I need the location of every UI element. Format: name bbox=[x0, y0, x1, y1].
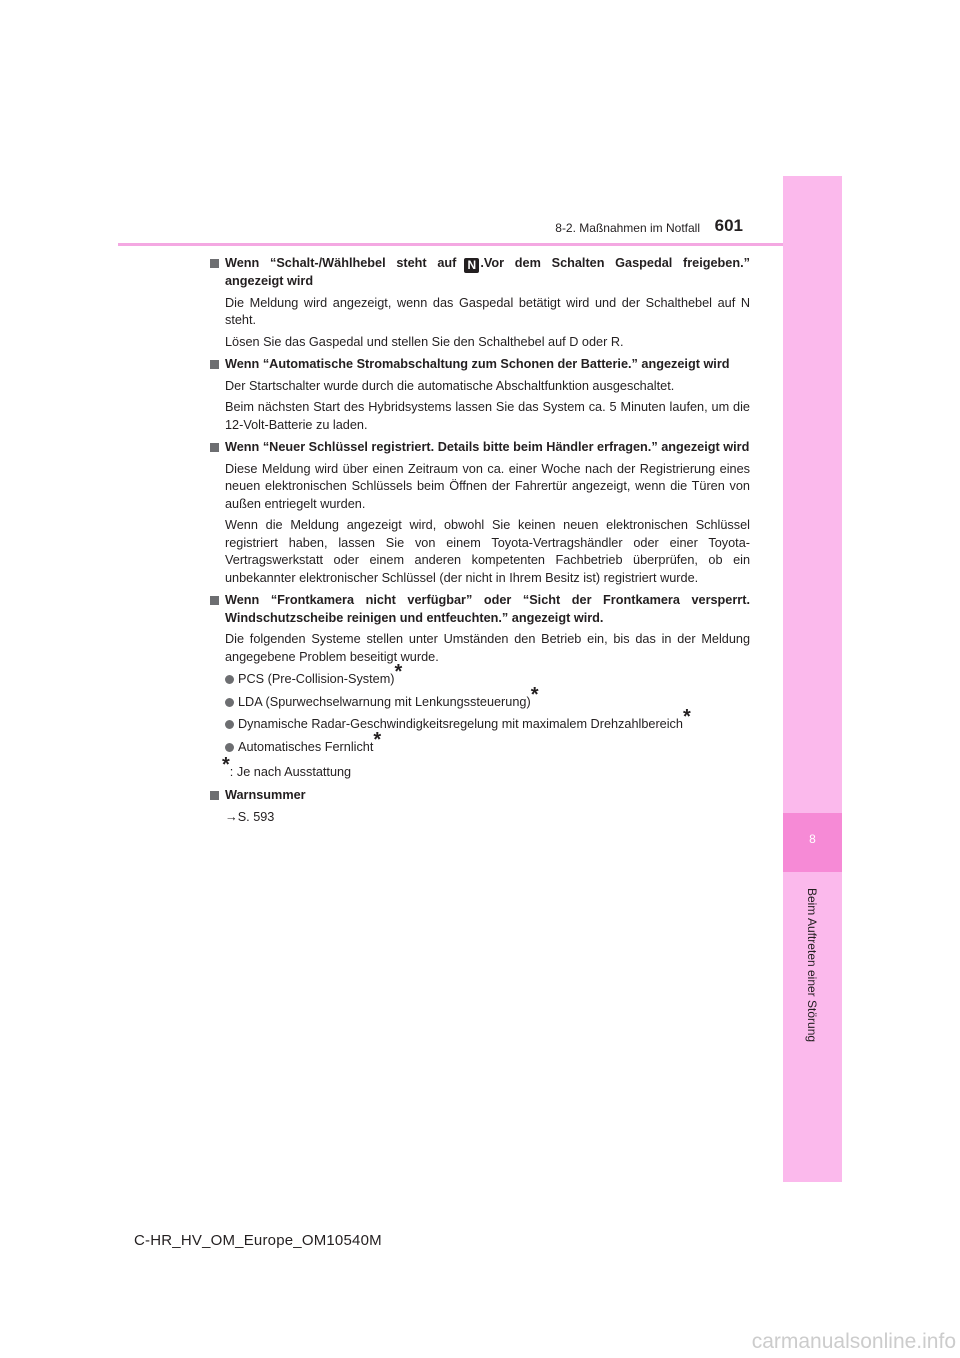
heading-text: Warnsummer bbox=[225, 787, 306, 802]
page-content bbox=[210, 255, 750, 832]
list-item-text: PCS (Pre-Collision-System) bbox=[238, 672, 395, 686]
footnote-marker: * bbox=[682, 706, 691, 728]
square-bullet-icon bbox=[210, 259, 219, 268]
heading-text: Wenn “Frontkamera nicht verfügbar” oder “Sicht der Frontkamera versperrt. Windschutzscheibe reinigen und entfeuchten.” angezeigt wird. bbox=[225, 593, 750, 625]
chapter-title: Beim Auftreten einer Störung bbox=[805, 887, 819, 1043]
list-item-text: LDA (Spurwechselwarnung mit Lenkungssteuerung) bbox=[238, 694, 531, 709]
heading-text-start: Wenn “Schalt-/Wählhebel steht auf bbox=[225, 256, 457, 270]
section-buzzer bbox=[210, 787, 750, 827]
header-rule bbox=[118, 243, 783, 246]
page-number: 601 bbox=[714, 216, 743, 235]
n-position-icon: N bbox=[464, 258, 479, 273]
list-item bbox=[225, 706, 750, 734]
paragraph: Der Startschalter wurde durch die automatische Abschaltfunktion ausgeschaltet. bbox=[225, 378, 675, 393]
paragraph: Beim nächsten Start des Hybridsystems lassen Sie das System ca. 5 Minuten laufen, um die 12-Volt-Batterie zu laden. bbox=[225, 400, 750, 432]
section-heading bbox=[210, 356, 750, 374]
section-heading bbox=[210, 592, 750, 627]
list-item-text: Automatisches Fernlicht bbox=[238, 739, 374, 754]
footnote bbox=[222, 754, 750, 782]
round-bullet-icon bbox=[225, 698, 234, 707]
footnote-text: : Je nach Ausstattung bbox=[229, 765, 352, 779]
footnote-marker: * bbox=[222, 754, 230, 776]
section-heading bbox=[210, 255, 750, 291]
list-item bbox=[225, 661, 750, 689]
heading-text: Wenn “Neuer Schlüssel registriert. Details bitte beim Händler erfragen.” angezeigt wird bbox=[225, 440, 750, 454]
paragraph: Die folgenden Systeme stellen unter Umständen den Betrieb ein, bis das in der Meldung angegebene Problem beseitigt wurde. bbox=[225, 632, 750, 664]
paragraph: Diese Meldung wird über einen Zeitraum von ca. einer Woche nach der Registrierung eines neuen elektronischen Schlüssels beim Öffnen der Fahrertür angezeigt, wenn die Türen von außen entriegelt wurden. bbox=[225, 461, 750, 511]
round-bullet-icon bbox=[225, 743, 234, 752]
square-bullet-icon bbox=[210, 596, 219, 605]
list-item bbox=[225, 728, 750, 757]
section-new-key bbox=[210, 439, 750, 587]
heading-text: Wenn “Automatische Stromabschaltung zum Schonen der Batterie.” angezeigt wird bbox=[225, 357, 730, 371]
round-bullet-icon bbox=[225, 675, 234, 684]
square-bullet-icon bbox=[210, 360, 219, 369]
heading-text-end: .Vor dem Schalten Gaspedal freigeben.” angezeigt wird bbox=[225, 256, 750, 288]
section-shift-lever bbox=[210, 255, 750, 351]
chapter-number: 8 bbox=[809, 832, 816, 846]
watermark: carmanualsonline.info bbox=[751, 1330, 956, 1353]
footnote-marker: * bbox=[530, 683, 539, 706]
paragraph: Die Meldung wird angezeigt, wenn das Gaspedal betätigt wird und der Schalthebel auf N steht. bbox=[225, 295, 750, 327]
paragraph: Lösen Sie das Gaspedal und stellen Sie den Schalthebel auf D oder R. bbox=[225, 334, 624, 349]
paragraph: Wenn die Meldung angezeigt wird, obwohl Sie keinen neuen elektronischen Schlüssel registriert haben, lassen Sie von einem Toyota-Vertragshändler oder einer Toyota-Vertragswerkstatt oder einem anderen kompetenten Fachbetrieb überprüfen, ob ein unbekannter elektronischer Schlüssel (der nicht in Ihrem Besitz ist) registriert wurde. bbox=[225, 518, 750, 585]
section-front-camera bbox=[210, 592, 750, 782]
square-bullet-icon bbox=[210, 443, 219, 452]
document-code: C-HR_HV_OM_Europe_OM10540M bbox=[134, 1232, 382, 1249]
round-bullet-icon bbox=[225, 720, 234, 729]
square-bullet-icon bbox=[210, 791, 219, 800]
section-heading bbox=[210, 439, 750, 457]
section-heading bbox=[210, 787, 750, 805]
footnote-marker: * bbox=[394, 661, 403, 683]
page-reference-link[interactable]: →S. 593 bbox=[225, 810, 275, 824]
section-label: 8-2. Maßnahmen im Notfall bbox=[555, 221, 700, 235]
footnote-marker: * bbox=[373, 728, 382, 751]
list-item-text: Dynamische Radar-Geschwindigkeitsregelung mit maximalem Drehzahlbereich bbox=[238, 717, 683, 731]
list-item bbox=[225, 683, 750, 712]
section-power-off bbox=[210, 356, 750, 434]
